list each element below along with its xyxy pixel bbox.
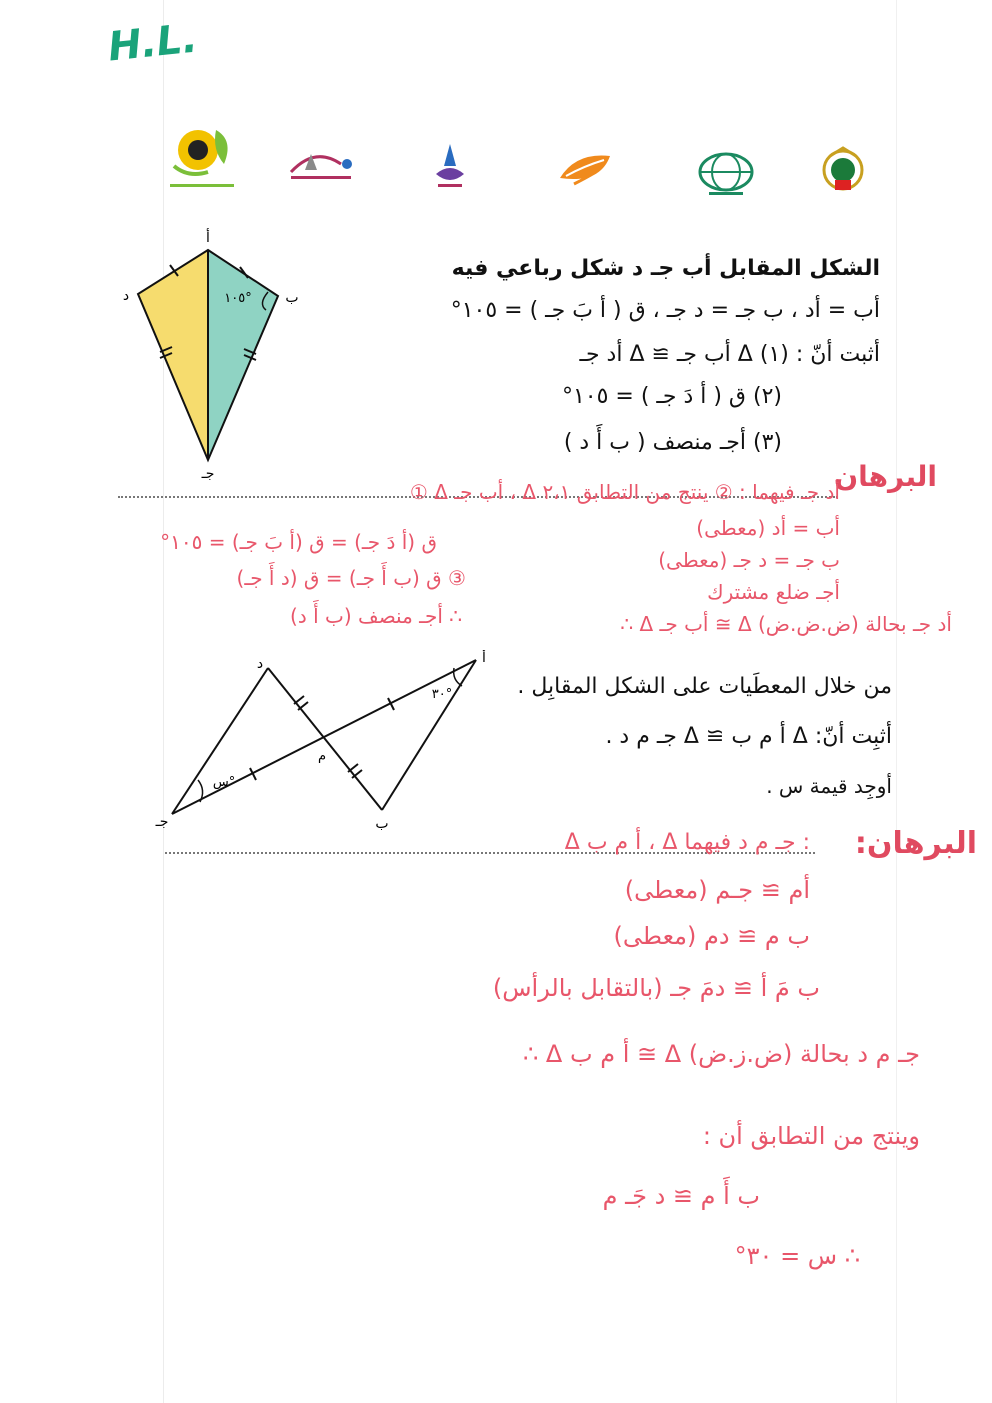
proof-heading-1: البرهان <box>834 460 937 493</box>
problem2-statement: من خلال المعطَيات على الشكل المقابِل . <box>517 674 892 699</box>
proof1-line: أب = أد (معطى) <box>696 516 840 540</box>
proof1-left-line: ∴ أجـ منصف (ب أَ د) <box>290 604 462 628</box>
proof1-line: ∴ Δ أب جـ ≅ Δ أد جـ بحالة (ض.ض.ض) <box>620 612 952 636</box>
proof2-line: ب أَ م ≅ د جَـ م <box>602 1182 760 1210</box>
proof2-line: ∴ س = ٣٠° <box>734 1242 860 1270</box>
vertex-label-d: د <box>122 288 130 304</box>
problem2-find: أوجِد قيمة س . <box>766 774 892 798</box>
isesco-globe-icon <box>695 150 757 198</box>
angle-label-105: ١٠٥° <box>224 291 252 306</box>
proof1-left-line: ق (أ دَ جـ) = ق (أ بَ جـ) = ١٠٥° <box>160 530 437 554</box>
problem1-prove-2: (٢) ق ( أ دَ جـ ) = ١٠٥° <box>561 384 782 409</box>
ministry-logo-icon <box>285 140 361 186</box>
proof-heading-2: البرهان: <box>854 826 977 861</box>
page-margin-line-right <box>896 0 897 1403</box>
proof2-line: وينتج من التطابق أن : <box>702 1122 920 1150</box>
kite-left-half <box>138 250 208 460</box>
school-sun-logo-icon <box>164 120 240 192</box>
angle-label-x: س° <box>212 775 236 790</box>
proof1-line: ① Δ أب جـ ، Δ أد جـ فيهما : ② ينتج من التطابق ٢،١ <box>409 480 840 504</box>
proof2-line: ب م ≅ دم (معطى) <box>613 922 810 950</box>
proof1-line: أجـ ضلع مشترك <box>707 580 840 604</box>
proof2-line: Δ أ م ب ، Δ جـ م د فيهما : <box>564 830 810 855</box>
problem1-prove-3: (٣) أجـ منصف ( ب أَ د ) <box>563 430 782 455</box>
vertex-label-d: د <box>256 656 264 672</box>
vertex-label-b: ب <box>375 816 389 832</box>
proof2-line: ∴ Δ أ م ب ≅ Δ جـ م د بحالة (ض.ز.ض) <box>523 1040 920 1068</box>
proof2-line: ب مَ أ ≅ دمَ جـ (بالتقابل بالرأس) <box>492 974 820 1002</box>
orange-leaf-logo-icon <box>556 148 614 190</box>
waqf-logo-icon <box>430 140 470 192</box>
problem1-prove-1: أثبت أنّ : (١) Δ أب جـ ≅ Δ أد جـ <box>579 342 880 367</box>
vertex-label-m: م <box>317 749 327 764</box>
problem1-givens: أب = أد ، ب جـ = د جـ ، ق ( أ بَ جـ ) = ١٠٥° <box>450 298 880 323</box>
triangles-figure <box>150 650 500 832</box>
proof1-line: ب جـ = د جـ (معطى) <box>658 548 840 572</box>
problem2-prove: أثبِت أنّ: Δ أ م ب ≅ Δ جـ م د . <box>605 724 892 749</box>
vertex-label-a: أ <box>482 650 486 666</box>
kite-figure <box>118 228 318 480</box>
handwritten-signature: H.L. <box>105 15 200 71</box>
proof1-left-line: ③ ق (ب أَ جـ) = ق (د أَ جـ) <box>236 566 466 590</box>
vertex-label-c: جـ <box>201 466 215 480</box>
vertex-label-b: ب <box>285 290 299 306</box>
problem1-statement: الشكل المقابل أب جـ د شكل رباعي فيه <box>451 256 880 281</box>
vertex-label-a: أ <box>206 230 210 246</box>
vertex-label-c: جـ <box>155 814 169 830</box>
kuwait-emblem-icon <box>820 146 866 198</box>
kite-right-half <box>208 250 278 460</box>
angle-label-30: ٣٠° <box>431 687 453 702</box>
proof2-line: أم ≅ جـم (معطى) <box>624 876 810 904</box>
